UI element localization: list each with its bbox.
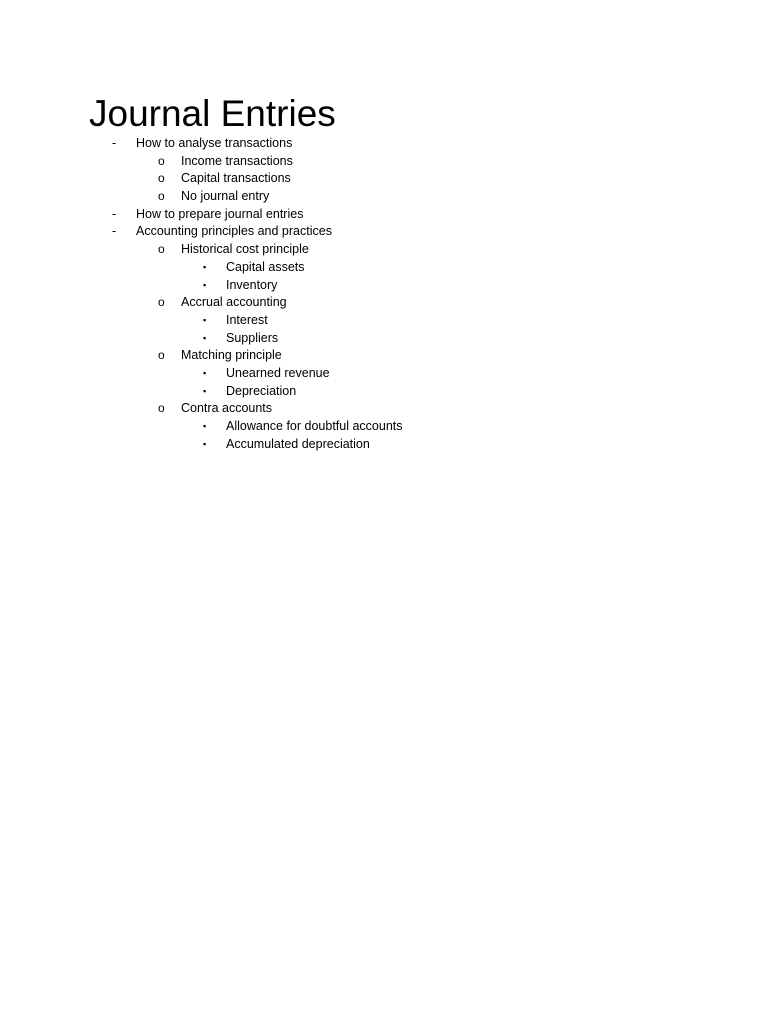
list-item [0,347,768,365]
list-item [0,188,768,206]
outline-list [0,135,768,453]
list-item-text: Accumulated depreciation [226,436,370,451]
circle-bullet: o [158,242,165,257]
list-item-text: Capital assets [226,259,305,274]
list-item-text: Historical cost principle [181,242,309,257]
list-item [0,135,768,153]
list-item-text: Income transactions [181,153,293,168]
list-item-text: Accounting principles and practices [136,224,332,239]
circle-bullet: o [158,153,165,168]
list-item [0,418,768,436]
list-item [0,365,768,383]
square-bullet: ▪ [203,314,207,325]
list-item-text: Unearned revenue [226,365,330,380]
square-bullet: ▪ [203,438,207,449]
circle-bullet: o [158,189,165,204]
list-item-text: Inventory [226,277,278,292]
dash-bullet: - [112,136,117,150]
list-item-text: Accrual accounting [181,295,287,310]
list-item [0,241,768,259]
circle-bullet: o [158,401,165,416]
list-item [0,170,768,188]
circle-bullet: o [158,348,165,363]
list-item [0,153,768,171]
list-item-text: Matching principle [181,348,282,363]
list-item-text: How to analyse transactions [136,136,293,150]
list-item [0,383,768,401]
list-item-text: Depreciation [226,383,297,398]
list-item [0,206,768,224]
list-item [0,294,768,312]
list-item-text: Capital transactions [181,171,291,186]
square-bullet: ▪ [203,367,207,378]
list-item [0,223,768,241]
list-item [0,277,768,295]
list-item-text: Suppliers [226,330,279,345]
dash-bullet: - [112,224,117,239]
square-bullet: ▪ [203,261,207,272]
list-item [0,400,768,418]
list-item-text: Interest [226,312,268,327]
square-bullet: ▪ [203,279,207,290]
square-bullet: ▪ [203,421,207,431]
circle-bullet: o [158,171,165,186]
list-item [0,436,768,454]
list-item-text: Contra accounts [181,401,273,416]
list-item-text: No journal entry [181,189,270,204]
list-item [0,312,768,330]
dash-bullet: - [112,206,117,221]
list-item [0,259,768,277]
list-item-text: Allowance for doubtful accounts [226,419,403,433]
circle-bullet: o [158,295,165,310]
square-bullet: ▪ [203,385,207,396]
document-title: Journal Entries [89,93,336,134]
list-item [0,330,768,348]
square-bullet: ▪ [203,332,207,343]
list-item-text: How to prepare journal entries [136,206,304,221]
